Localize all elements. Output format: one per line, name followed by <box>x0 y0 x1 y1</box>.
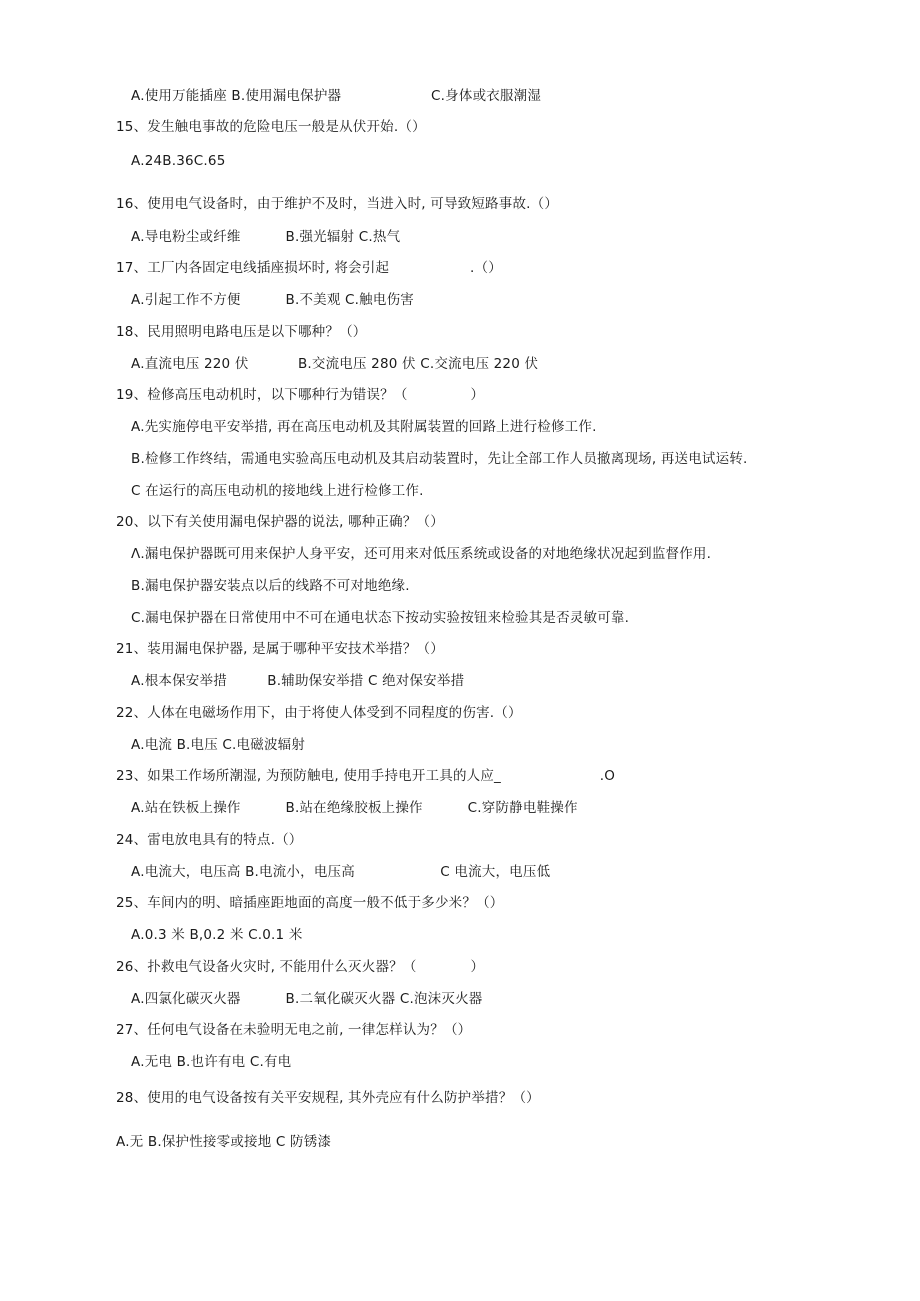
q16-question: 16、使用电气设备时，由于维护不及时，当进入时, 可导致短路事故.（） <box>116 196 559 212</box>
q17-options: A.引起工作不方便 B.不美观 C.触电伤害 <box>131 292 414 308</box>
q16-options: A.导电粉尘或纤维 B.强光辐射 C.热气 <box>131 229 401 245</box>
q20-option-c: C.漏电保护器在日常使用中不可在通电状态下按动实验按钮来检验其是否灵敏可靠. <box>131 610 630 626</box>
q14-options: A.使用万能插座 B.使用漏电保护器 C.身体或衣服潮湿 <box>131 88 542 104</box>
q23-options: A.站在铁板上操作 B.站在绝缘胶板上操作 C.穿防静电鞋操作 <box>131 800 578 816</box>
q18-options: A.直流电压 220 伏 B.交流电压 280 伏 C.交流电压 220 伏 <box>131 356 539 372</box>
q24-question: 24、雷电放电具有的特点.（） <box>116 832 303 848</box>
q26-options: A.四氯化碳灭火器 B.二氧化碳灭火器 C.泡沫灭火器 <box>131 991 483 1007</box>
q21-question: 21、装用漏电保护器, 是属于哪种平安技术举措？（） <box>116 641 444 657</box>
q20-question: 20、以下有关使用漏电保护器的说法, 哪种正确？（） <box>116 514 444 530</box>
q19-option-b: B.检修工作终结，需通电实验高压电动机及其启动装置时，先让全部工作人员撤离现场, 再送电试运转. <box>131 451 748 467</box>
q15-options: A.24B.36C.65 <box>131 153 226 169</box>
q24-options: A.电流大，电压高 B.电流小，电压高 C 电流大，电压低 <box>131 864 551 880</box>
q20-option-b: B.漏电保护器安装点以后的线路不可对地绝缘. <box>131 578 410 594</box>
q27-question: 27、任何电气设备在未验明无电之前, 一律怎样认为？（） <box>116 1022 472 1038</box>
q25-options: A.0.3 米 B,0.2 米 C.0.1 米 <box>131 927 303 943</box>
q21-options: A.根本保安举措 B.辅助保安举措 C 绝对保安举措 <box>131 673 465 689</box>
q19-option-a: A.先实施停电平安举措, 再在高压电动机及其附属装置的回路上进行检修工作. <box>131 419 597 435</box>
q28-options: A.无 B.保护性接零或接地 C 防锈漆 <box>116 1134 332 1150</box>
q26-question: 26、扑救电气设备火灾时, 不能用什么灭火器？（ ） <box>116 959 485 975</box>
q19-question: 19、检修高压电动机时，以下哪种行为错误？（ ） <box>116 387 485 403</box>
q25-question: 25、车间内的明、暗插座距地面的高度一般不低于多少米？（） <box>116 895 504 911</box>
q23-question: 23、如果工作场所潮湿, 为预防触电, 使用手持电开工具的人应_ .O <box>116 768 616 784</box>
q17-question: 17、工厂内各固定电线插座损坏时, 将会引起 .（） <box>116 260 502 276</box>
q22-question: 22、人体在电磁场作用下，由于将使人体受到不同程度的伤害.（） <box>116 705 522 721</box>
q28-question: 28、使用的电气设备按有关平安规程, 其外壳应有什么防护举措？（） <box>116 1090 540 1106</box>
q22-options: A.电流 B.电压 C.电磁波辐射 <box>131 737 306 753</box>
q27-options: A.无电 B.也许有电 C.有电 <box>131 1054 292 1070</box>
q18-question: 18、民用照明电路电压是以下哪种？（） <box>116 324 367 340</box>
q19-option-c: C 在运行的高压电动机的接地线上进行检修工作. <box>131 483 424 499</box>
q15-question: 15、发生触电事故的危险电压一般是从伏开始.（） <box>116 119 426 135</box>
q20-option-a: Λ.漏电保护器既可用来保护人身平安，还可用来对低压系统或设备的对地绝缘状况起到监督作用. <box>131 546 712 562</box>
